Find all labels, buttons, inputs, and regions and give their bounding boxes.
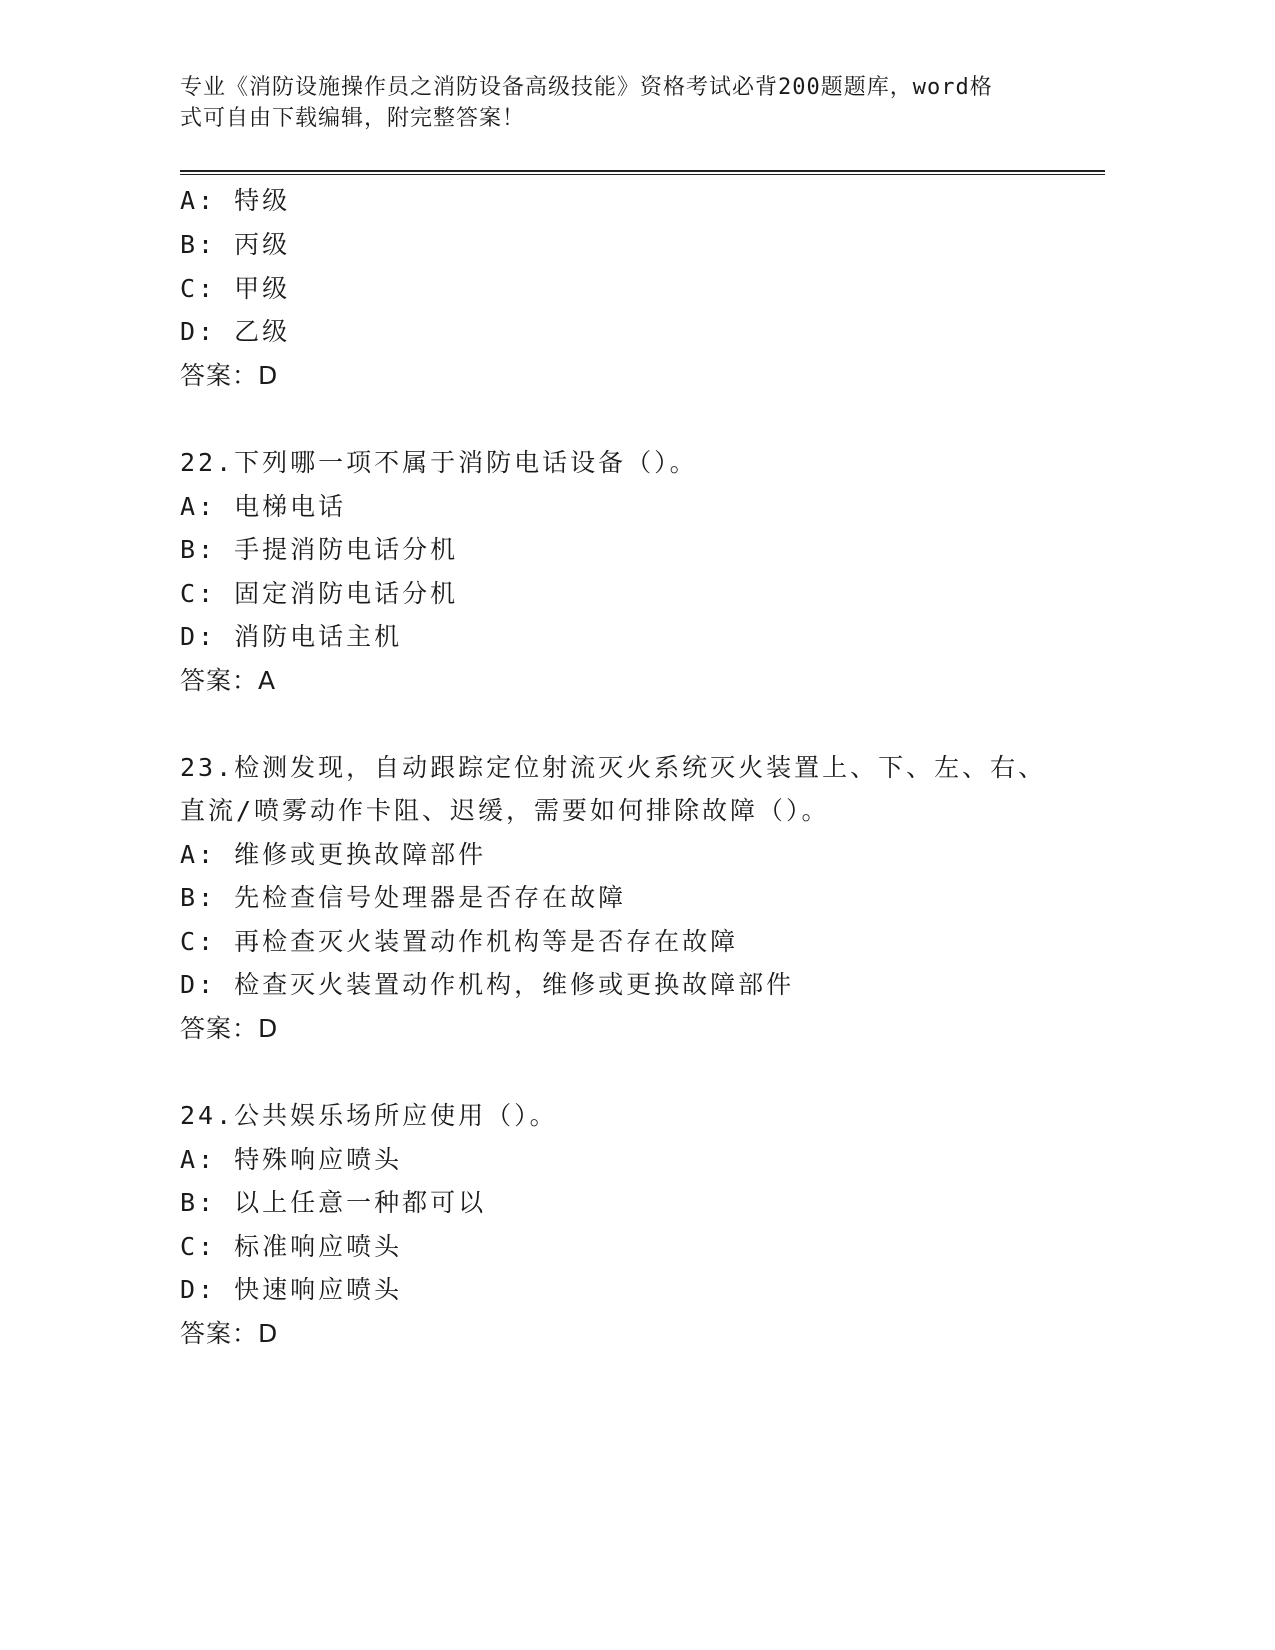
q24-answer: 答案：D	[180, 1319, 279, 1348]
q24-option-c: C: 标准响应喷头	[180, 1232, 403, 1261]
q24-option-a: A: 特殊响应喷头	[180, 1145, 403, 1174]
q22-question: 22.下列哪一项不属于消防电话设备（）。	[180, 448, 698, 477]
document-header	[180, 72, 1040, 134]
q21-option-c: C: 甲级	[180, 274, 291, 303]
q21-option-d: D: 乙级	[180, 317, 291, 346]
q23-option-c: C: 再检查灭火装置动作机构等是否存在故障	[180, 927, 739, 956]
header-divider	[180, 170, 1105, 175]
q23-answer: 答案：D	[180, 1014, 279, 1043]
q23-option-d: D: 检查灭火装置动作机构，维修或更换故障部件	[180, 970, 795, 999]
q22-option-d: D: 消防电话主机	[180, 622, 403, 651]
header-line-2: 式可自由下载编辑，附完整答案！	[180, 106, 526, 131]
q22-option-a: A: 电梯电话	[180, 492, 347, 521]
q23-question-line-2: 直流/喷雾动作卡阻、迟缓，需要如何排除故障（）。	[180, 796, 830, 825]
q23-option-b: B: 先检查信号处理器是否存在故障	[180, 883, 627, 912]
q24-question: 24.公共娱乐场所应使用（）。	[180, 1101, 558, 1130]
header-line-1: 专业《消防设施操作员之消防设备高级技能》资格考试必背200题题库，word格	[180, 75, 993, 100]
q21-answer: 答案：D	[180, 361, 279, 390]
q22-option-c: C: 固定消防电话分机	[180, 579, 459, 608]
q24-option-b: B: 以上任意一种都可以	[180, 1188, 487, 1217]
q21-option-a: A: 特级	[180, 186, 291, 215]
q22-option-b: B: 手提消防电话分机	[180, 535, 459, 564]
q22-answer: 答案：A	[180, 666, 277, 695]
q21-option-b: B: 丙级	[180, 230, 291, 259]
q23-option-a: A: 维修或更换故障部件	[180, 840, 487, 869]
q24-option-d: D: 快速响应喷头	[180, 1275, 403, 1304]
q23-question-line-1: 23.检测发现，自动跟踪定位射流灭火系统灭火装置上、下、左、右、	[180, 753, 1047, 782]
